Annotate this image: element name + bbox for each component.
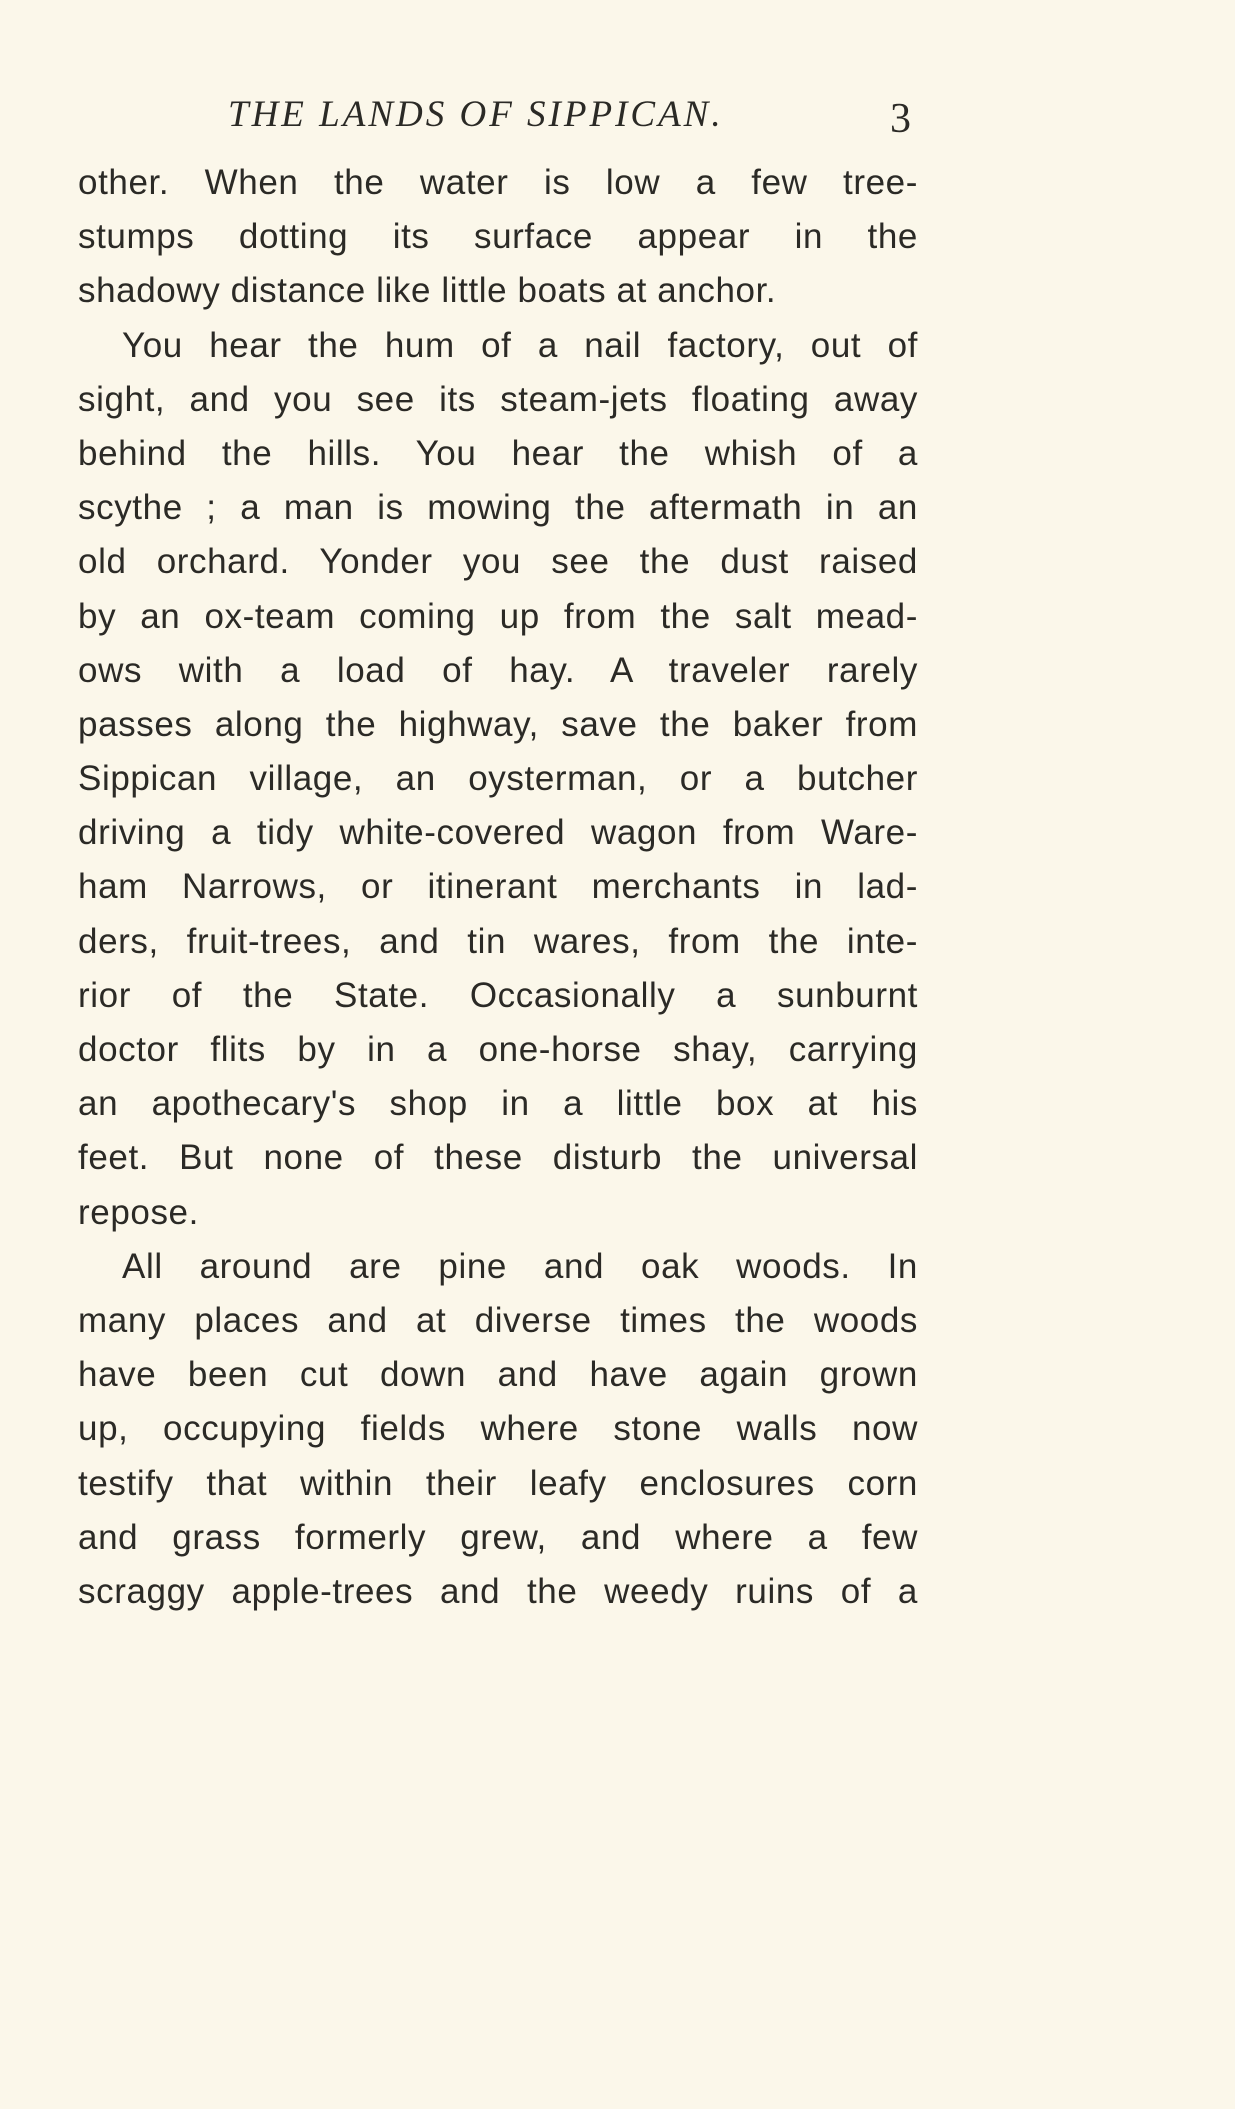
- text-line: shadowy distance like little boats at anchor.: [78, 271, 777, 311]
- text-line: by an ox-team coming up from the salt mead-: [78, 596, 918, 636]
- text-line: passes along the highway, save the baker from: [78, 704, 918, 744]
- text-line: up, occupying fields where stone walls now: [78, 1409, 918, 1449]
- text-line: Sippican village, an oysterman, or a butcher: [78, 759, 918, 799]
- text-line: feet. But none of these disturb the universal: [78, 1138, 918, 1178]
- text-line: many places and at diverse times the woods: [78, 1300, 918, 1340]
- text-line: other. When the water is low a few tree-: [78, 163, 918, 202]
- text-line: rior of the State. Occasionally a sunburnt: [78, 975, 918, 1015]
- text-line: testify that within their leafy enclosures corn: [78, 1463, 918, 1503]
- text-line: driving a tidy white-covered wagon from Ware-: [78, 813, 918, 853]
- text-line: have been cut down and have again grown: [78, 1355, 918, 1395]
- text-line: You hear the hum of a nail factory, out of: [122, 325, 918, 365]
- text-line: repose.: [78, 1192, 199, 1232]
- text-line: behind the hills. You hear the whish of a: [78, 433, 918, 473]
- text-line: doctor flits by in a one-horse shay, carrying: [78, 1030, 918, 1069]
- text-line: ham Narrows, or itinerant merchants in lad-: [78, 867, 918, 907]
- text-line: stumps dotting its surface appear in the: [78, 217, 918, 257]
- text-line: scraggy apple-trees and the weedy ruins of a: [78, 1571, 918, 1611]
- text-line: All around are pine and oak woods. In: [122, 1246, 918, 1286]
- text-line: and grass formerly grew, and where a few: [78, 1517, 918, 1557]
- running-head: [0, 90, 1235, 140]
- text-line: old orchard. Yonder you see the dust raised: [78, 542, 918, 582]
- text-line: scythe ; a man is mowing the aftermath in an: [78, 488, 918, 528]
- page-number: 3: [890, 96, 911, 142]
- text-line: an apothecary's shop in a little box at his: [78, 1084, 918, 1124]
- text-line: sight, and you see its steam-jets floating away: [78, 379, 918, 419]
- body-text: [78, 156, 918, 1619]
- text-line: ows with a load of hay. A traveler rarely: [78, 650, 918, 690]
- running-title: THE LANDS OF SIPPICAN.: [228, 94, 724, 135]
- text-line: ders, fruit-trees, and tin wares, from the inte-: [78, 921, 918, 961]
